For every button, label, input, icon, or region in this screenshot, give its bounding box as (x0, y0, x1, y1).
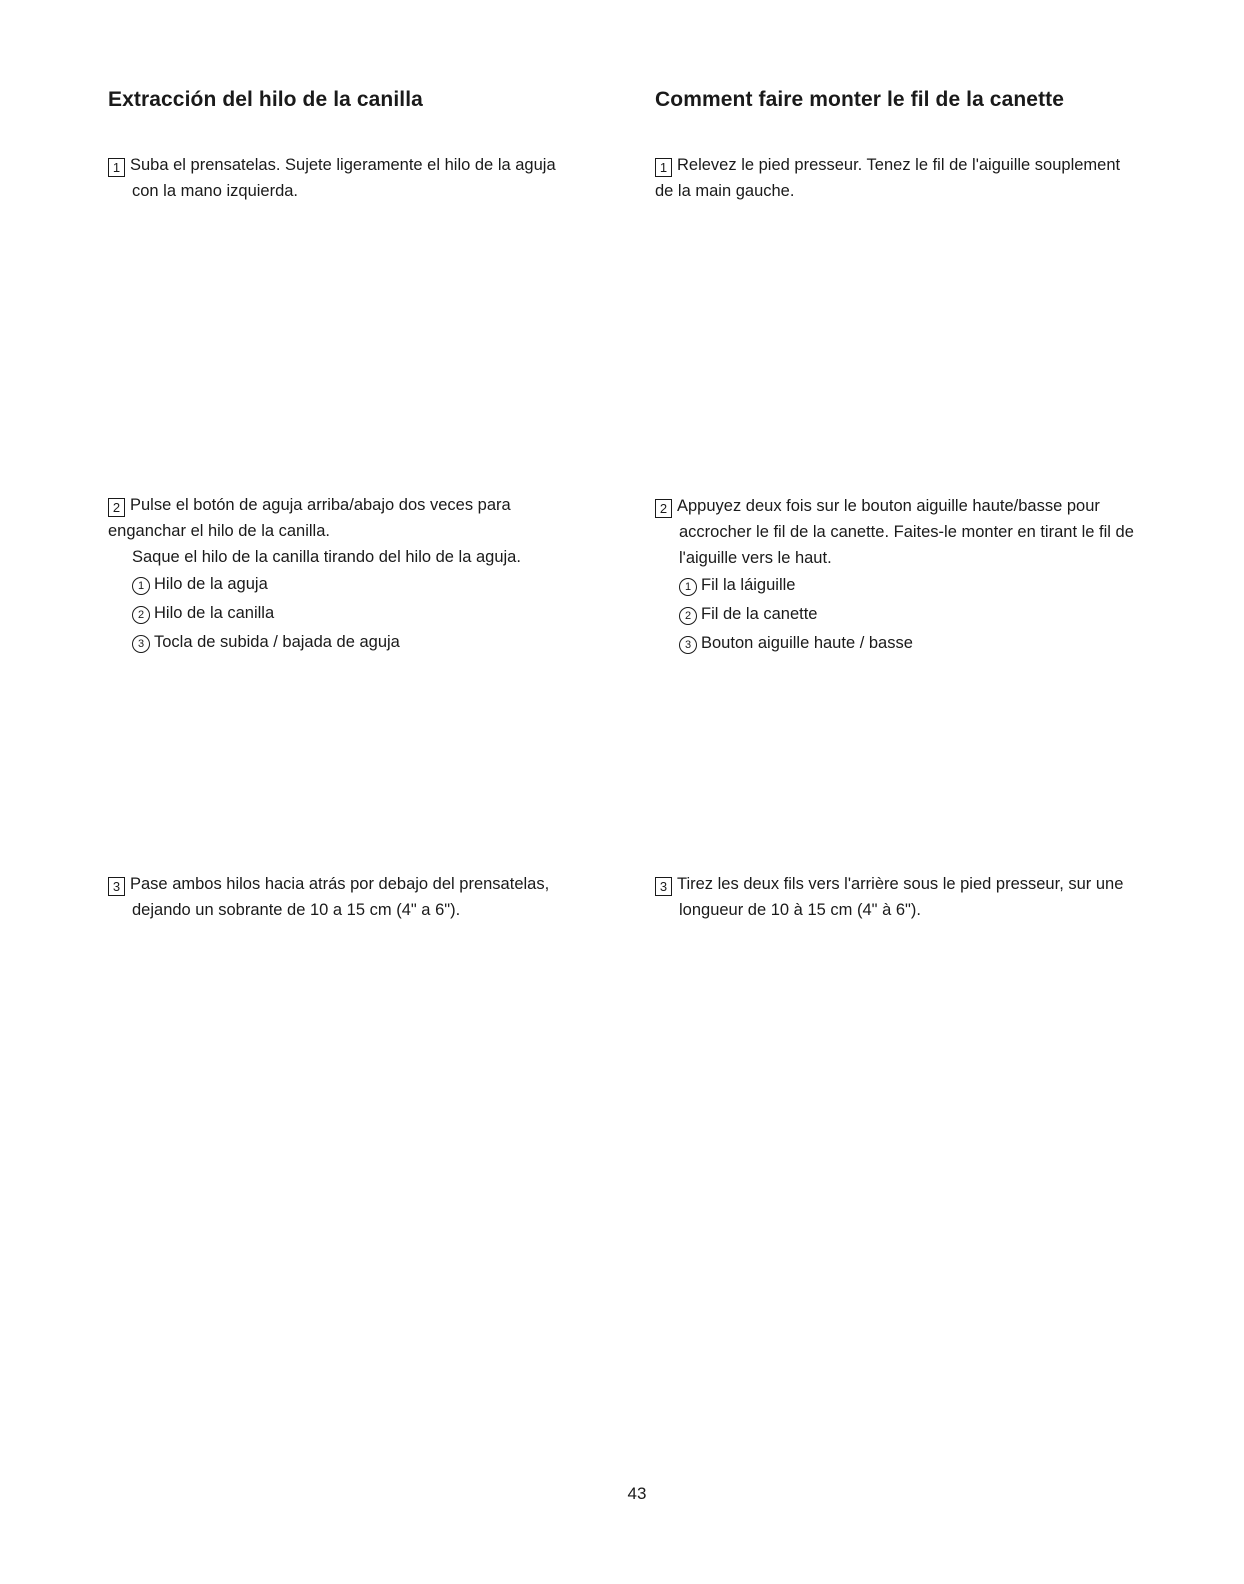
circled-number: 3 (132, 635, 150, 653)
circled-number: 1 (679, 578, 697, 596)
list-item-text: Tocla de subida / bajada de aguja (154, 633, 400, 651)
list-item-text: Fil la láiguille (701, 576, 796, 594)
step-text: con la mano izquierda. (132, 182, 299, 200)
step-text: enganchar el hilo de la canilla. (108, 522, 330, 540)
french-step-3 (655, 871, 1175, 923)
french-step-2 (655, 493, 1175, 658)
list-item (108, 599, 608, 628)
list-item (655, 600, 1175, 629)
step-text: Suba el prensatelas. Sujete ligeramente el hilo de la aguja (130, 156, 556, 174)
list-item (108, 570, 608, 599)
step-text: Appuyez deux fois sur le bouton aiguille haute/basse pour (677, 497, 1100, 515)
step-text: Relevez le pied presseur. Tenez le fil de l'aiguille souplement (677, 156, 1121, 174)
french-step-1 (655, 152, 1175, 204)
french-heading: Comment faire monter le fil de la canette (655, 88, 1065, 111)
list-item (655, 571, 1175, 600)
step-number-box: 3 (108, 877, 125, 896)
step-text: longueur de 10 à 15 cm (4" à 6"). (679, 901, 921, 919)
list-item-text: Hilo de la aguja (154, 575, 268, 593)
step-number-box: 1 (108, 158, 125, 177)
spanish-step-2 (108, 492, 608, 657)
step-text: Tirez les deux fils vers l'arrière sous le pied presseur, sur une (677, 875, 1124, 893)
step-number-box: 2 (108, 498, 125, 517)
circled-number: 2 (679, 607, 697, 625)
step-number-box: 2 (655, 499, 672, 518)
step-text: de la main gauche. (655, 182, 795, 200)
list-item (108, 628, 608, 657)
step-text: Saque el hilo de la canilla tirando del hilo de la aguja. (132, 548, 521, 566)
step-text: Pulse el botón de aguja arriba/abajo dos veces para (130, 496, 511, 514)
page-number: 43 (627, 1484, 647, 1503)
circled-number: 3 (679, 636, 697, 654)
spanish-step-1 (108, 152, 608, 204)
circled-number: 2 (132, 606, 150, 624)
step-text: dejando un sobrante de 10 a 15 cm (4" a 6"). (132, 901, 461, 919)
step-text: l'aiguille vers le haut. (679, 549, 832, 567)
step-text: Pase ambos hilos hacia atrás por debajo del prensatelas, (130, 875, 550, 893)
step-number-box: 3 (655, 877, 672, 896)
step-text: accrocher le fil de la canette. Faites-le monter en tirant le fil de (679, 523, 1134, 541)
spanish-step-3 (108, 871, 608, 923)
circled-number: 1 (132, 577, 150, 595)
step-number-box: 1 (655, 158, 672, 177)
list-item-text: Fil de la canette (701, 605, 818, 623)
list-item-text: Bouton aiguille haute / basse (701, 634, 913, 652)
list-item-text: Hilo de la canilla (154, 604, 275, 622)
spanish-heading: Extracción del hilo de la canilla (108, 88, 423, 111)
list-item (655, 629, 1175, 658)
